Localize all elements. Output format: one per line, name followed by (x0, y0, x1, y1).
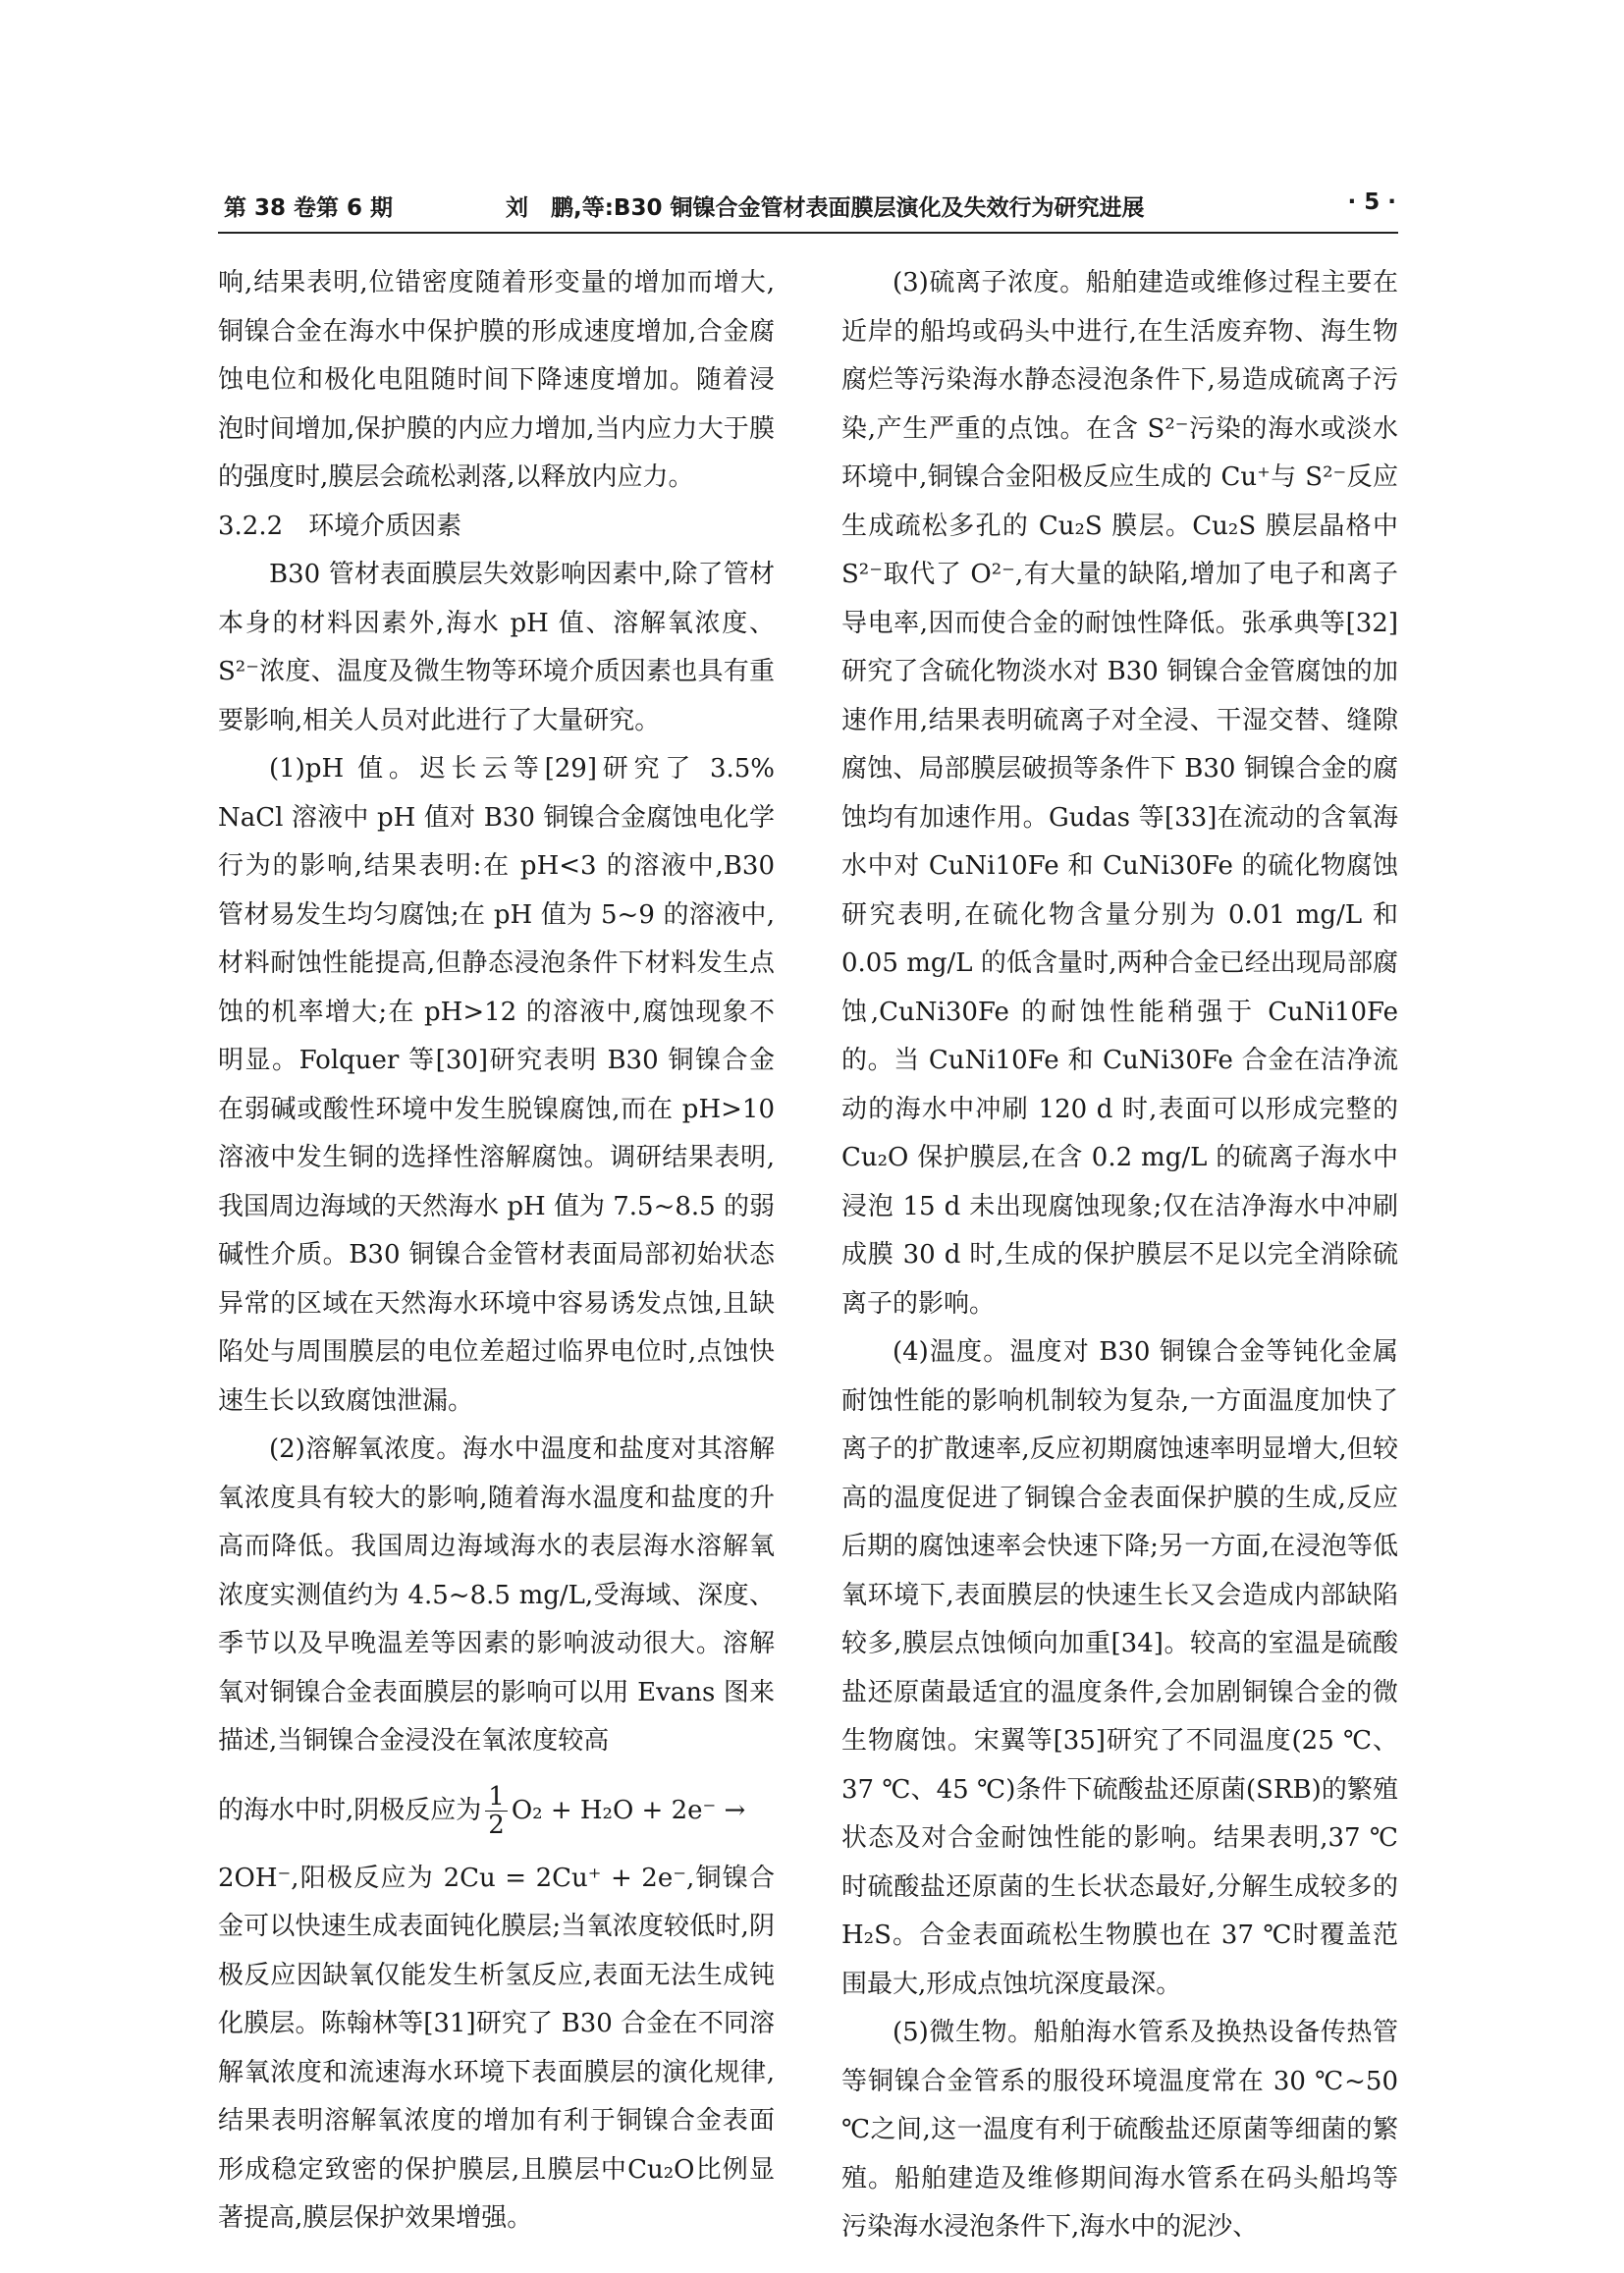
paragraph: (4)温度。温度对 B30 铜镍合金等钝化金属耐蚀性能的影响机制较为复杂,一方面温度加快了离子的扩散速率,反应初期腐蚀速率明显增大,但较高的温度促进了铜镍合金表面保护膜的生成,反应后期的腐蚀速率会快速下降;另一方面,在浸泡等低氧环境下,表面膜层的快速生长又会造成内部缺陷较多,膜层点蚀倾向加重[34]。较高的室温是硫酸盐还原菌最适宜的温度条件,会加剧铜镍合金的微生物腐蚀。宋翼等[35]研究了不同温度(25 ℃、37 ℃、45 ℃)条件下硫酸盐还原菌(SRB)的繁殖状态及对合金耐蚀性能的影响。结果表明,37 ℃时硫酸盐还原菌的生长状态最好,分解生成较多的 H₂S。合金表面疏松生物膜也在 37 ℃时覆盖范围最大,形成点蚀坑深度最深。 (841, 1337, 1398, 1999)
formula-prefix: 的海水中时,阴极反应为 (218, 1795, 482, 1825)
paragraph: (1)pH 值。迟长云等[29]研究了 3.5% NaCl 溶液中 pH 值对 B30 铜镍合金腐蚀电化学行为的影响,结果表明:在 pH<3 的溶液中,B30 管材易发生均匀腐蚀;在 pH 值为 5~9 的溶液中,材料耐蚀性能提高,但静态浸泡条件下材料发生点蚀的机率增大;在 pH>12 的溶液中,腐蚀现象不明显。Folquer 等[30]研究表明 B30 铜镍合金在弱碱或酸性环境中发生脱镍腐蚀,而在 pH>10 溶液中发生铜的选择性溶解腐蚀。调研结果表明,我国周边海域的天然海水 pH 值为 7.5~8.5 的弱碱性介质。B30 铜镍合金管材表面局部初始状态异常的区域在天然海水环境中容易诱发点蚀,且缺陷处与周围膜层的电位差超过临界电位时,点蚀快速生长以致腐蚀泄漏。 (218, 754, 775, 1416)
section-heading: 3.2.2 环境介质因素 (218, 511, 462, 541)
journal-volume: 第 38 卷第 6 期 (224, 195, 394, 221)
paragraph: 2OH⁻,阳极反应为 2Cu = 2Cu⁺ + 2e⁻,铜镍合金可以快速生成表面钝化膜层;当氧浓度较低时,阴极反应因缺氧仅能发生析氢反应,表面无法生成钝化膜层。陈翰林等[31]研究了 B30 合金在不同溶解氧浓度和流速海水环境下表面膜层的演化规律,结果表明溶解氧浓度的增加有利于铜镍合金表面形成稳定致密的保护膜层,且膜层中Cu₂O比例显著提高,膜层保护效果增强。 (218, 1863, 775, 2233)
page-number: · 5 · (1347, 189, 1396, 215)
formula-line (218, 1766, 775, 1855)
fraction (485, 1783, 508, 1839)
header-rule (218, 232, 1398, 234)
fraction-denominator: 2 (488, 1811, 505, 1840)
fraction-numerator: 1 (485, 1783, 508, 1812)
paragraph: (3)硫离子浓度。船舶建造或维修过程主要在近岸的船坞或码头中进行,在生活废弃物、海生物腐烂等污染海水静态浸泡条件下,易造成硫离子污染,产生严重的点蚀。在含 S²⁻污染的海水或淡水环境中,铜镍合金阳极反应生成的 Cu⁺与 S²⁻反应生成疏松多孔的 Cu₂S 膜层。Cu₂S 膜层晶格中 S²⁻取代了 O²⁻,有大量的缺陷,增加了电子和离子导电率,因而使合金的耐蚀性降低。张承典等[32]研究了含硫化物淡水对 B30 铜镍合金管腐蚀的加速作用,结果表明硫离子对全浸、干湿交替、缝隙腐蚀、局部膜层破损等条件下 B30 铜镍合金的腐蚀均有加速作用。Gudas 等[33]在流动的含氧海水中对 CuNi10Fe 和 CuNi30Fe 的硫化物腐蚀研究表明,在硫化物含量分别为 0.01 mg/L 和 0.05 mg/L 的低含量时,两种合金已经出现局部腐蚀,CuNi30Fe 的耐蚀性能稍强于 CuNi10Fe 的。当 CuNi10Fe 和 CuNi30Fe 合金在洁净流动的海水中冲刷 120 d 时,表面可以形成完整的 Cu₂O 保护膜层,在含 0.2 mg/L 的硫离子海水中浸泡 15 d 未出现腐蚀现象;仅在洁净海水中冲刷成膜 30 d 时,生成的保护膜层不足以完全消除硫离子的影响。 (841, 268, 1398, 1319)
running-header (224, 189, 1396, 225)
right-column (841, 259, 1398, 2252)
formula-rest: O₂ + H₂O + 2e⁻ → (511, 1795, 746, 1825)
paragraph: 响,结果表明,位错密度随着形变量的增加而增大,铜镍合金在海水中保护膜的形成速度增加,合金腐蚀电位和极化电阻随时间下降速度增加。随着浸泡时间增加,保护膜的内应力增加,当内应力大于膜的强度时,膜层会疏松剥落,以释放内应力。 (218, 268, 775, 492)
left-column (218, 259, 775, 2244)
paragraph: (2)溶解氧浓度。海水中温度和盐度对其溶解氧浓度具有较大的影响,随着海水温度和盐度的升高而降低。我国周边海域海水的表层海水溶解氧浓度实测值约为 4.5~8.5 mg/L,受海域、深度、季节以及早晚温差等因素的影响波动很大。溶解氧对铜镍合金表面膜层的影响可以用 Evans 图来描述,当铜镍合金浸没在氧浓度较高 (218, 1434, 775, 1756)
article-title-header: 刘 鹏,等:B30 铜镍合金管材表面膜层演化及失效行为研究进展 (506, 195, 1145, 221)
paragraph: (5)微生物。船舶海水管系及换热设备传热管等铜镍合金管系的服役环境温度常在 30 ℃~50 ℃之间,这一温度有利于硫酸盐还原菌等细菌的繁殖。船舶建造及维修期间海水管系在码头船坞等污染海水浸泡条件下,海水中的泥沙、 (841, 2018, 1398, 2242)
paragraph: B30 管材表面膜层失效影响因素中,除了管材本身的材料因素外,海水 pH 值、溶解氧浓度、S²⁻浓度、温度及微生物等环境介质因素也具有重要影响,相关人员对此进行了大量研究。 (218, 560, 775, 735)
